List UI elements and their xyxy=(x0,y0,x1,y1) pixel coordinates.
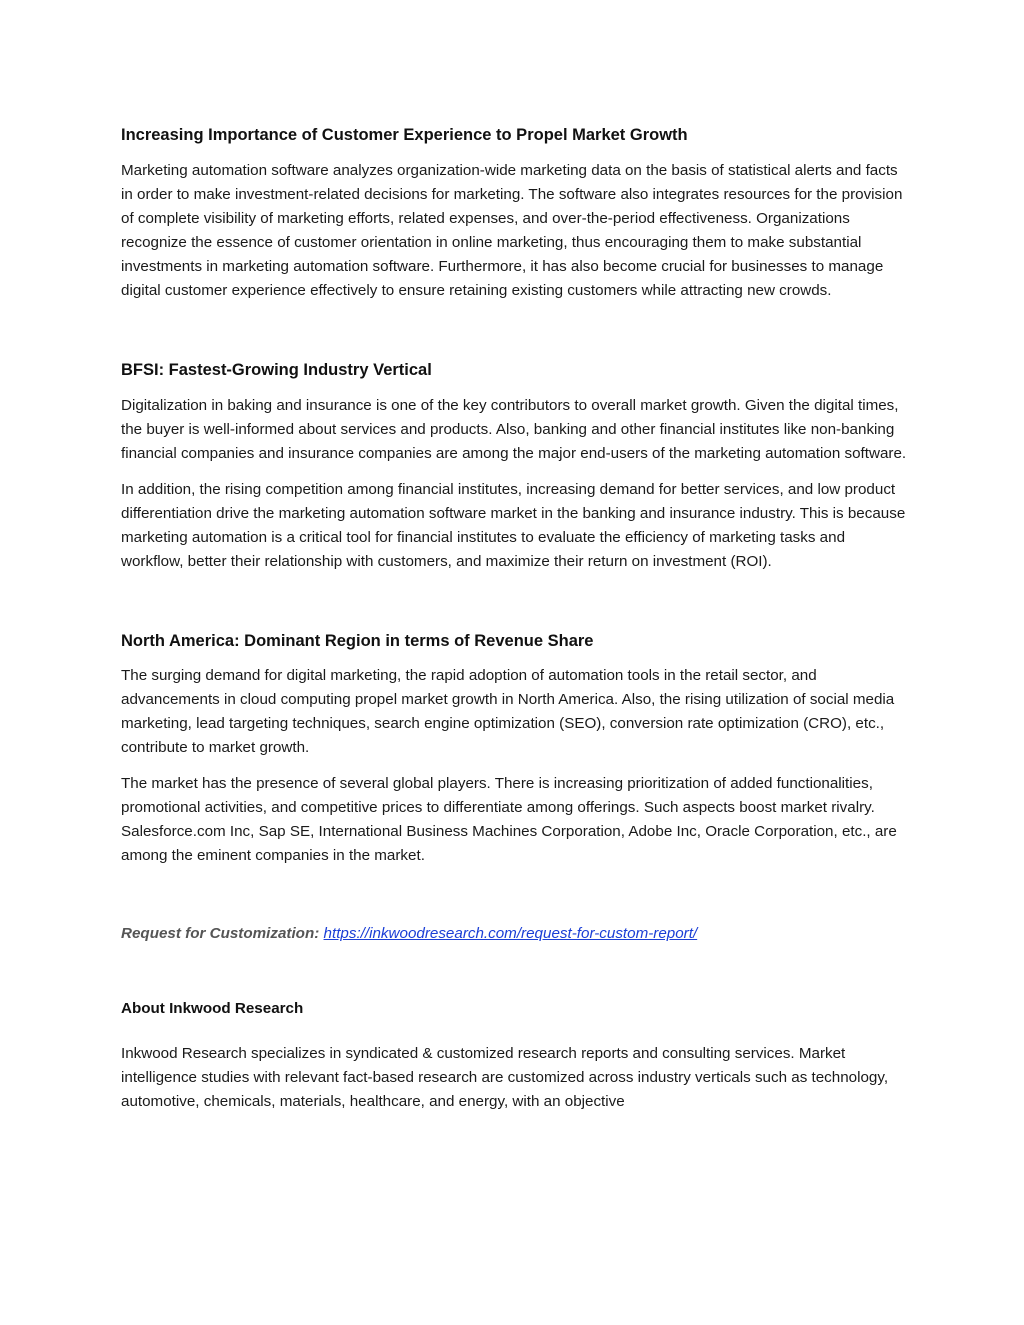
section-heading-bfsi: BFSI: Fastest-Growing Industry Vertical xyxy=(121,361,432,379)
section-paragraph: The surging demand for digital marketing, the rapid adoption of automation tools in the retail sector, and advancements in cloud computing propel market growth in North America. Also, the rising utilization of social media marketing, lead targeting techniques, search engine optimization (SEO), conversion rate optimization (CRO), etc., contribute to market growth. xyxy=(121,667,895,756)
section-heading-north-america: North America: Dominant Region in terms of Revenue Share xyxy=(121,632,594,650)
section-paragraph: The market has the presence of several global players. There is increasing prioritization of added functionalities, promotional activities, and competitive prices to differentiate among offerings. Such aspects boost market rivalry. Salesforce.com Inc, Sap SE, International Business Machines Corporation, Adobe Inc, Oracle Corporation, etc., are among the eminent companies in the market. xyxy=(121,775,897,864)
section-paragraph: Marketing automation software analyzes organization-wide marketing data on the basis of statistical alerts and facts in order to make investment-related decisions for marketing. The software also integrates resources for the provision of complete visibility of marketing efforts, related expenses, and over-the-period effectiveness. Organizations recognize the essence of customer orientation in online marketing, thus encouraging them to make substantial investments in marketing automation software. Furthermore, it has also become crucial for businesses to manage digital customer experience effectively to ensure retaining existing customers while attracting new crowds. xyxy=(121,162,903,299)
about-paragraph: Inkwood Research specializes in syndicated & customized research reports and consulting services. Market intelligence studies with relevant fact-based research are customized across industry verticals such as technology, automotive, chemicals, materials, healthcare, and energy, with an objective xyxy=(121,1045,889,1110)
request-customization-link[interactable]: https://inkwoodresearch.com/request-for-custom-report/ xyxy=(323,925,698,942)
about-heading: About Inkwood Research xyxy=(121,1000,304,1017)
section-paragraph: In addition, the rising competition among financial institutes, increasing demand for better services, and low product differentiation drive the marketing automation software market in the banking and insurance industry. This is because marketing automation is a critical tool for financial institutes to evaluate the efficiency of marketing tasks and workflow, better their relationship with customers, and maximize their return on investment (ROI). xyxy=(121,481,906,570)
section-paragraph: Digitalization in baking and insurance is one of the key contributors to overall market growth. Given the digital times, the buyer is well-informed about services and products. Also, banking and other financial institutes like non-banking financial companies and insurance companies are among the major end-users of the marketing automation software. xyxy=(121,397,907,462)
document-page xyxy=(121,124,911,1114)
section-heading-customer-experience: Increasing Importance of Customer Experience to Propel Market Growth xyxy=(121,126,688,144)
request-customization-line xyxy=(121,922,911,946)
request-label: Request for Customization: xyxy=(121,925,320,942)
